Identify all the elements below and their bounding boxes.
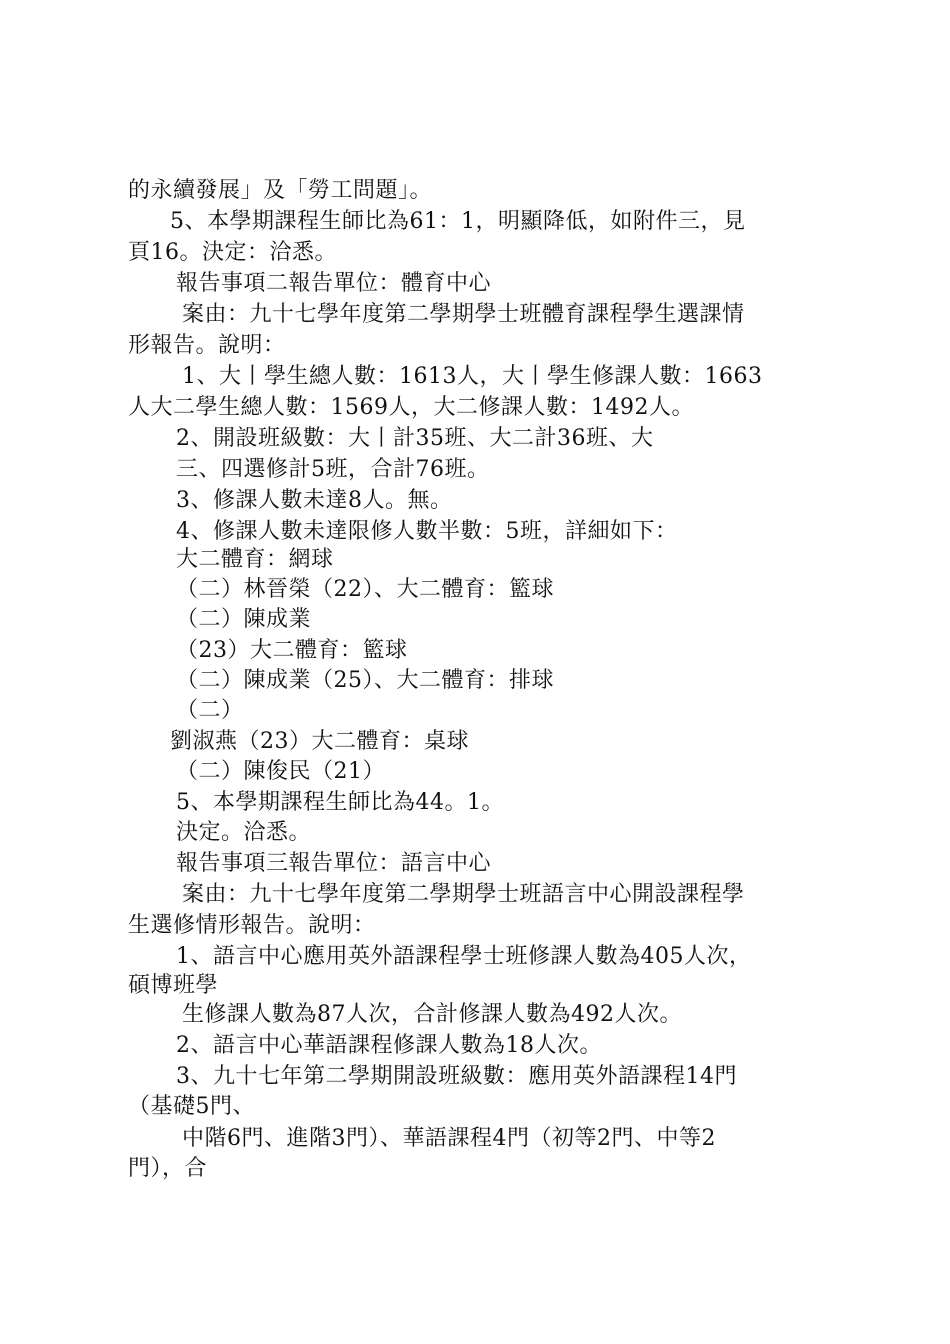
text-line: 三、四選修計5班，合計76班。 xyxy=(176,457,490,482)
text-line: 3、九十七年第二學期開設班級數：應用英外語課程14門 xyxy=(176,1064,737,1089)
text-line: 頁16。決定：洽悉。 xyxy=(128,240,337,265)
text-line: （基礎5門、 xyxy=(128,1094,255,1119)
text-line: 2、語言中心華語課程修課人數為18人次。 xyxy=(176,1033,602,1058)
text-line: 3、修課人數未達8人。無。 xyxy=(176,488,453,513)
text-line: 碩博班學 xyxy=(128,973,219,998)
text-line: 劉淑燕（23）大二體育：桌球 xyxy=(170,729,469,754)
text-line: 1、大丨學生總人數：1613人，大丨學生修課人數：1663 xyxy=(182,364,763,389)
text-line: 1、語言中心應用英外語課程學士班修課人數為405人次， xyxy=(176,944,752,969)
text-line: 門），合 xyxy=(128,1156,208,1181)
text-line: 案由：九十七學年度第二學期學士班體育課程學生選課情 xyxy=(182,302,745,327)
text-line: 5、本學期課程生師比為61：1，明顯降低，如附件三，見 xyxy=(170,209,746,234)
text-line: （23）大二體育：籃球 xyxy=(176,638,408,663)
text-line: 案由：九十七學年度第二學期學士班語言中心開設課程學 xyxy=(182,882,745,907)
section-heading: 報告事項三報告單位：語言中心 xyxy=(176,851,492,876)
text-line: 5、本學期課程生師比為44。1。 xyxy=(176,790,504,815)
text-line: 生修課人數為87人次，合計修課人數為492人次。 xyxy=(182,1002,682,1027)
text-line: （二）林晉榮（22）、大二體育：籃球 xyxy=(176,577,554,602)
text-line: （二）陳成業 xyxy=(176,607,312,632)
text-line: 中階6門、進階3門）、華語課程4門（初等2門、中等2 xyxy=(182,1126,716,1151)
text-line: 生選修情形報告。說明： xyxy=(128,913,376,938)
text-line: （二） xyxy=(176,698,244,723)
section-heading: 報告事項二報告單位：體育中心 xyxy=(176,271,492,296)
text-line: 大二體育：網球 xyxy=(176,547,334,572)
text-line: 人大二學生總人數：1569人，大二修課人數：1492人。 xyxy=(128,395,694,420)
text-line: （二）陳俊民（21） xyxy=(176,759,385,784)
text-line: 4、修課人數未達限修人數半數：5班，詳細如下： xyxy=(176,519,678,544)
text-line: （二）陳成業（25）、大二體育：排球 xyxy=(176,668,554,693)
text-line: 的永續發展」及「勞工問題」。 xyxy=(128,178,433,203)
text-line: 形報告。說明： xyxy=(128,333,286,358)
text-line: 決定。洽悉。 xyxy=(176,820,312,845)
text-line: 2、開設班級數：大丨計35班、大二計36班、大 xyxy=(176,426,654,451)
